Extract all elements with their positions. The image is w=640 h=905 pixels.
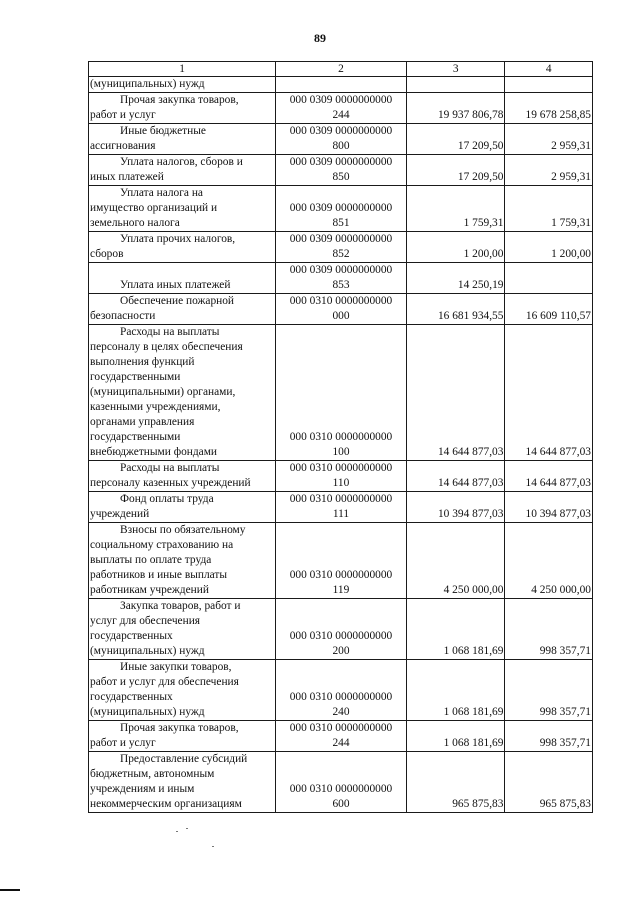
scan-speck <box>186 828 188 829</box>
row-value-col3: 14 644 877,03 <box>406 325 505 461</box>
page-number: 89 <box>314 31 326 45</box>
table-row <box>89 599 593 660</box>
row-code-line: 000 0309 0000000000 <box>289 202 393 214</box>
row-name-line: Уплата иных платежей <box>120 279 231 291</box>
table-row <box>89 93 593 124</box>
table-row <box>89 263 593 294</box>
row-name-line: Расходы на выплаты <box>120 326 220 338</box>
row-name-line: (муниципальных) нужд <box>90 645 205 657</box>
row-code-line: 119 <box>332 584 350 596</box>
row-name-line: некоммерческим организациям <box>90 798 242 810</box>
row-code-cell <box>276 523 407 599</box>
row-name-line: государственными <box>90 431 181 443</box>
row-value-col3: 17 209,50 <box>406 124 505 155</box>
row-value-col3: 1 200,00 <box>406 232 505 263</box>
row-code-line: 853 <box>332 279 350 291</box>
row-value-col4: 14 644 877,03 <box>505 325 593 461</box>
row-code-line: 240 <box>332 706 350 718</box>
row-code-line: 851 <box>332 217 350 229</box>
row-name-line: работ и услуг <box>90 109 156 121</box>
row-name-cell <box>89 93 276 124</box>
row-name-line: работникам учреждений <box>90 584 209 596</box>
row-value-col3: 1 759,31 <box>406 186 505 232</box>
row-code-cell <box>276 599 407 660</box>
row-name-line: (муниципальных) нужд <box>90 78 205 90</box>
row-code-cell <box>276 752 407 813</box>
row-value-col4: 19 678 258,85 <box>505 93 593 124</box>
table-row <box>89 523 593 599</box>
row-name-cell <box>89 186 276 232</box>
row-code-line: 000 0310 0000000000 <box>289 462 393 474</box>
row-code-line: 244 <box>332 737 350 749</box>
scan-speck <box>176 831 178 832</box>
row-name-line: учреждениям и иным <box>90 783 195 795</box>
row-name-line: органами управления <box>90 416 195 428</box>
column-header-2: 2 <box>276 62 407 77</box>
row-code-line: 800 <box>332 140 350 152</box>
row-code-line: 244 <box>332 109 350 121</box>
table-row <box>89 752 593 813</box>
table-row <box>89 232 593 263</box>
row-code-line: 600 <box>332 798 350 810</box>
row-code-cell <box>276 492 407 523</box>
row-value-col4: 1 759,31 <box>505 186 593 232</box>
row-value-col4: 14 644 877,03 <box>505 461 593 492</box>
table-row <box>89 325 593 461</box>
row-code-line: 111 <box>332 508 350 520</box>
row-value-col4: 1 200,00 <box>505 232 593 263</box>
row-name-line: сборов <box>90 248 124 260</box>
row-name-line: бюджетным, автономным <box>90 768 215 780</box>
row-name-cell <box>89 660 276 721</box>
row-name-line: услуг для обеспечения <box>90 615 201 627</box>
table-row <box>89 294 593 325</box>
row-name-line: персоналу в целях обеспечения <box>90 341 243 353</box>
row-name-line: Расходы на выплаты <box>120 462 220 474</box>
row-code-cell <box>276 77 407 93</box>
row-code-line: 000 0310 0000000000 <box>289 493 393 505</box>
row-code-line: 000 0309 0000000000 <box>289 156 393 168</box>
row-code-line: 850 <box>332 171 350 183</box>
row-value-col3: 4 250 000,00 <box>406 523 505 599</box>
row-code-cell <box>276 263 407 294</box>
row-code-line: 000 0310 0000000000 <box>289 569 393 581</box>
row-name-line: (муниципальными) органами, <box>90 386 236 398</box>
row-code-line: 000 0310 0000000000 <box>289 783 393 795</box>
row-name-line: (муниципальных) нужд <box>90 706 205 718</box>
row-value-col4: 998 357,71 <box>505 660 593 721</box>
row-value-col3: 1 068 181,69 <box>406 660 505 721</box>
row-code-line: 000 0309 0000000000 <box>289 125 393 137</box>
row-value-col4: 2 959,31 <box>505 155 593 186</box>
row-value-col4: 10 394 877,03 <box>505 492 593 523</box>
row-code-cell <box>276 93 407 124</box>
row-code-cell <box>276 461 407 492</box>
row-name-cell <box>89 523 276 599</box>
page-edge-mark <box>0 889 20 891</box>
scan-speck <box>212 846 214 847</box>
row-name-line: Иные закупки товаров, <box>120 661 232 673</box>
row-value-col3: 16 681 934,55 <box>406 294 505 325</box>
row-value-col3: 1 068 181,69 <box>406 721 505 752</box>
row-name-line: Уплата налога на <box>120 187 203 199</box>
row-value-col3: 10 394 877,03 <box>406 492 505 523</box>
row-name-line: казенными учреждениями, <box>90 401 221 413</box>
row-code-line: 000 0310 0000000000 <box>289 431 393 443</box>
row-code-cell <box>276 232 407 263</box>
table-row <box>89 186 593 232</box>
row-code-line: 110 <box>332 477 350 489</box>
row-value-col4 <box>505 77 593 93</box>
row-code-line: 200 <box>332 645 350 657</box>
row-value-col3 <box>406 77 505 93</box>
row-name-line: социальному страхованию на <box>90 539 234 551</box>
row-name-cell <box>89 155 276 186</box>
row-name-cell <box>89 77 276 93</box>
row-code-line: 000 0309 0000000000 <box>289 233 393 245</box>
table-body <box>89 77 593 813</box>
row-name-line: Предоставление субсидий <box>120 753 248 765</box>
row-value-col3: 14 644 877,03 <box>406 461 505 492</box>
row-name-cell <box>89 752 276 813</box>
row-name-line: Уплата прочих налогов, <box>120 233 236 245</box>
table-row <box>89 155 593 186</box>
row-name-line: Закупка товаров, работ и <box>120 600 241 612</box>
row-name-line: имущество организаций и <box>90 202 218 214</box>
table-row <box>89 124 593 155</box>
row-name-cell <box>89 294 276 325</box>
row-name-line: Взносы по обязательному <box>120 524 246 536</box>
row-value-col4: 16 609 110,57 <box>505 294 593 325</box>
row-name-cell <box>89 124 276 155</box>
row-name-cell <box>89 232 276 263</box>
table-row <box>89 721 593 752</box>
row-value-col4: 998 357,71 <box>505 721 593 752</box>
row-name-line: Фонд оплаты труда <box>120 493 214 505</box>
row-name-line: работников и иные выплаты <box>90 569 228 581</box>
column-header-1: 1 <box>89 62 276 77</box>
row-name-cell <box>89 263 276 294</box>
row-name-line: персоналу казенных учреждений <box>90 477 251 489</box>
row-code-line: 000 0310 0000000000 <box>289 295 393 307</box>
row-code-line: 000 0310 0000000000 <box>289 630 393 642</box>
row-code-line: 000 0309 0000000000 <box>289 264 393 276</box>
row-name-line: Уплата налогов, сборов и <box>120 156 243 168</box>
row-value-col3: 17 209,50 <box>406 155 505 186</box>
row-name-cell <box>89 461 276 492</box>
row-name-cell <box>89 721 276 752</box>
row-value-col3: 19 937 806,78 <box>406 93 505 124</box>
column-header-3: 3 <box>406 62 505 77</box>
row-name-line: работ и услуг для обеспечения <box>90 676 239 688</box>
row-name-line: государственных <box>90 630 173 642</box>
row-name-cell <box>89 492 276 523</box>
table-row <box>89 492 593 523</box>
row-code-cell <box>276 155 407 186</box>
table-row <box>89 660 593 721</box>
row-code-cell <box>276 186 407 232</box>
row-name-line: выполнения функций <box>90 356 195 368</box>
budget-table <box>88 61 593 813</box>
row-name-cell <box>89 599 276 660</box>
row-value-col4: 998 357,71 <box>505 599 593 660</box>
row-value-col4: 4 250 000,00 <box>505 523 593 599</box>
row-name-line: государственных <box>90 691 173 703</box>
table-row <box>89 461 593 492</box>
row-name-line: ассигнования <box>90 140 156 152</box>
row-name-line: иных платежей <box>90 171 164 183</box>
row-code-line: 000 0310 0000000000 <box>289 691 393 703</box>
row-code-cell <box>276 325 407 461</box>
row-code-line: 000 <box>332 310 350 322</box>
row-value-col3: 14 250,19 <box>406 263 505 294</box>
row-name-line: учреждений <box>90 508 150 520</box>
row-name-line: внебюджетными фондами <box>90 446 218 458</box>
row-value-col4 <box>505 263 593 294</box>
row-code-cell <box>276 721 407 752</box>
row-name-line: Прочая закупка товаров, <box>120 94 239 106</box>
row-code-cell <box>276 124 407 155</box>
row-name-line: Прочая закупка товаров, <box>120 722 239 734</box>
row-value-col4: 965 875,83 <box>505 752 593 813</box>
table-row <box>89 77 593 93</box>
table-header-row <box>89 62 593 77</box>
row-name-line: государственными <box>90 371 181 383</box>
row-value-col4: 2 959,31 <box>505 124 593 155</box>
row-name-line: земельного налога <box>90 217 180 229</box>
row-name-line: работ и услуг <box>90 737 156 749</box>
row-code-line: 000 0310 0000000000 <box>289 722 393 734</box>
row-name-line: Иные бюджетные <box>120 125 206 137</box>
row-name-line: безопасности <box>90 310 156 322</box>
column-header-4: 4 <box>505 62 593 77</box>
row-value-col3: 1 068 181,69 <box>406 599 505 660</box>
row-name-cell <box>89 325 276 461</box>
row-value-col3: 965 875,83 <box>406 752 505 813</box>
row-code-line: 000 0309 0000000000 <box>289 94 393 106</box>
row-name-line: выплаты по оплате труда <box>90 554 212 566</box>
row-code-line: 852 <box>332 248 350 260</box>
row-code-line: 100 <box>332 446 350 458</box>
row-code-cell <box>276 660 407 721</box>
row-code-cell <box>276 294 407 325</box>
row-name-line: Обеспечение пожарной <box>120 295 235 307</box>
